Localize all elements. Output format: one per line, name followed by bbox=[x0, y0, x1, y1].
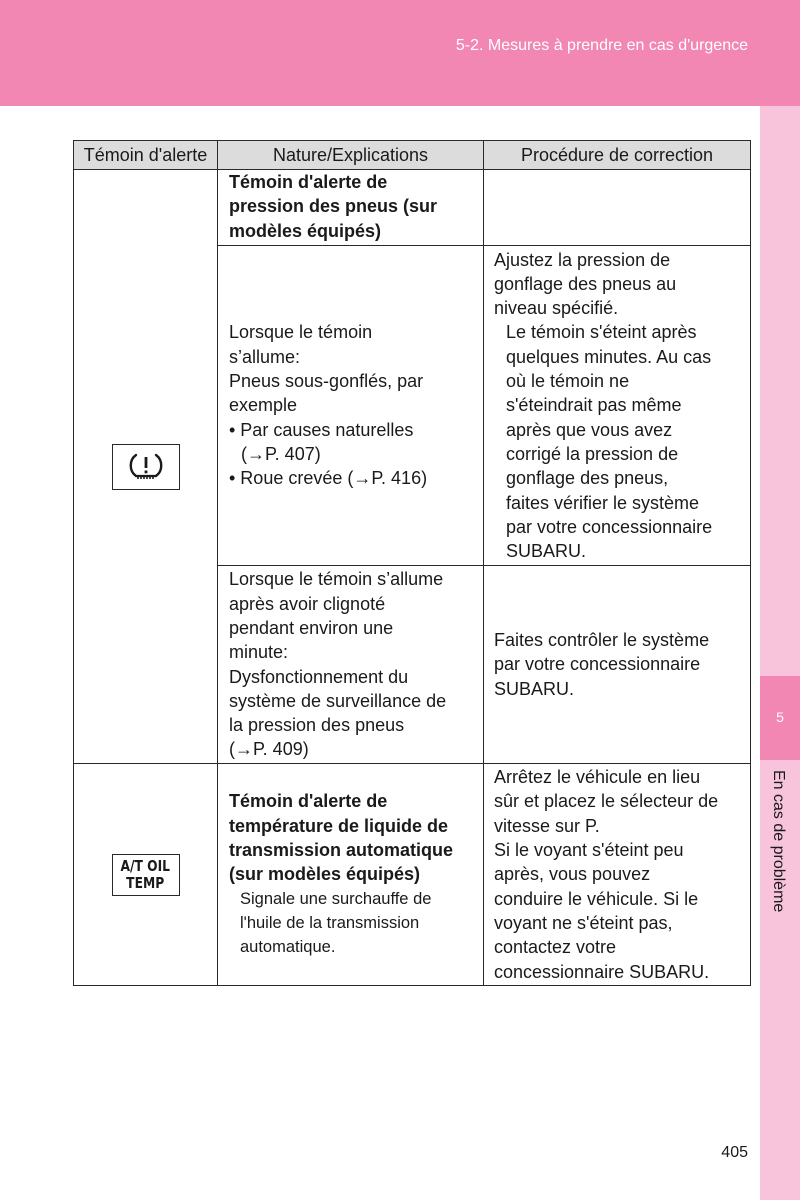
procedure-line: corrigé la pression de bbox=[506, 443, 679, 464]
nature-line: exemple bbox=[229, 395, 298, 416]
header-nature: Nature/Explications bbox=[218, 141, 484, 170]
table-row bbox=[74, 764, 751, 986]
at-oil-temp-warning-icon bbox=[112, 854, 180, 896]
bullet-flat-tire: • Roue crevée (→P. 416) bbox=[229, 468, 428, 489]
procedure-line: Si le voyant s'éteint peu bbox=[494, 840, 684, 861]
at-oil-icon-text: TEMP bbox=[126, 873, 165, 892]
bullet-natural-causes: • Par causes naturelles bbox=[229, 419, 414, 440]
procedure-line: Faites contrôler le système bbox=[494, 630, 710, 651]
procedure-line: après que vous avez bbox=[506, 419, 673, 440]
procedure-line: concessionnaire SUBARU. bbox=[494, 961, 710, 982]
tpms-title-line: Témoin d'alerte de bbox=[229, 172, 388, 192]
atoil-desc-line: Signale une surchauffe de bbox=[240, 889, 432, 908]
chapter-label bbox=[760, 770, 800, 950]
nature-line: système de surveillance de bbox=[229, 690, 447, 711]
atoil-nature bbox=[218, 764, 484, 986]
table-row bbox=[74, 170, 751, 246]
page-header bbox=[0, 0, 800, 106]
atoil-title-line: (sur modèles équipés) bbox=[229, 864, 421, 885]
page-number: 405 bbox=[721, 1144, 748, 1161]
tpms-title-procedure-empty bbox=[484, 170, 751, 246]
procedure-line: s'éteindrait pas même bbox=[506, 395, 682, 416]
procedure-line: Arrêtez le véhicule en lieu bbox=[494, 767, 701, 788]
chapter-tab bbox=[760, 676, 800, 760]
procedure-line: conduire le véhicule. Si le bbox=[494, 888, 699, 909]
procedure-line: quelques minutes. Au cas bbox=[506, 346, 712, 367]
nature-line: s’allume: bbox=[229, 346, 301, 367]
header-warning-light: Témoin d'alerte bbox=[74, 141, 218, 170]
nature-line: la pression des pneus bbox=[229, 715, 405, 736]
nature-line: minute: bbox=[229, 642, 289, 663]
tpms-title-line: pression des pneus (sur bbox=[229, 196, 438, 217]
atoil-desc-line: l'huile de la transmission bbox=[240, 913, 420, 932]
page-reference: (→P. 407) bbox=[241, 443, 321, 464]
procedure-line: faites vérifier le système bbox=[506, 492, 700, 513]
procedure-line: SUBARU. bbox=[506, 541, 587, 562]
atoil-title-line: Témoin d'alerte de bbox=[229, 791, 388, 812]
procedure-line: vitesse sur P. bbox=[494, 815, 600, 836]
nature-line: Dysfonctionnement du bbox=[229, 666, 409, 687]
procedure-line: Le témoin s'éteint après bbox=[506, 322, 697, 343]
chapter-side-strip bbox=[760, 106, 800, 1200]
tpms-nature-low-pressure bbox=[218, 246, 484, 566]
table-header-row bbox=[74, 141, 751, 170]
atoil-title-line: transmission automatique bbox=[229, 840, 454, 861]
nature-line: Pneus sous-gonflés, par bbox=[229, 371, 424, 392]
atoil-procedure bbox=[484, 764, 751, 986]
procedure-line: voyant ne s'éteint pas, bbox=[494, 912, 673, 933]
chapter-label-text: En cas de problème bbox=[770, 770, 787, 913]
header-procedure: Procédure de correction bbox=[484, 141, 751, 170]
tpms-title-line: modèles équipés) bbox=[229, 220, 382, 241]
tpms-nature-malfunction bbox=[218, 566, 484, 764]
page-reference: (→P. 409) bbox=[229, 739, 309, 760]
procedure-line: par votre concessionnaire bbox=[494, 654, 701, 675]
warning-lights-table bbox=[73, 140, 751, 986]
procedure-line: gonflage des pneus, bbox=[506, 468, 669, 489]
procedure-line: après, vous pouvez bbox=[494, 864, 651, 885]
procedure-line: Ajustez la pression de bbox=[494, 249, 671, 270]
procedure-line: par votre concessionnaire bbox=[506, 516, 713, 537]
nature-line: pendant environ une bbox=[229, 617, 394, 638]
chapter-number: 5 bbox=[776, 709, 784, 725]
procedure-line: contactez votre bbox=[494, 937, 617, 958]
at-oil-icon-text: A/T OIL bbox=[120, 856, 171, 875]
nature-line: après avoir clignoté bbox=[229, 593, 386, 614]
procedure-line: où le témoin ne bbox=[506, 371, 630, 392]
tire-pressure-warning-icon bbox=[112, 444, 180, 490]
atoil-title-line: température de liquide de bbox=[229, 815, 449, 836]
procedure-line: SUBARU. bbox=[494, 678, 575, 699]
nature-line: Lorsque le témoin s’allume bbox=[229, 569, 444, 590]
procedure-line: niveau spécifié. bbox=[494, 298, 619, 319]
atoil-icon-cell bbox=[74, 764, 218, 986]
tpms-icon-cell bbox=[74, 170, 218, 764]
tpms-title bbox=[218, 170, 484, 246]
tpms-procedure-low-pressure bbox=[484, 246, 751, 566]
nature-line: Lorsque le témoin bbox=[229, 322, 373, 343]
tpms-procedure-malfunction bbox=[484, 566, 751, 764]
procedure-line: sûr et placez le sélecteur de bbox=[494, 791, 719, 812]
section-title: 5-2. Mesures à prendre en cas d'urgence bbox=[455, 37, 748, 54]
procedure-line: gonflage des pneus au bbox=[494, 273, 677, 294]
atoil-desc-line: automatique. bbox=[240, 938, 336, 957]
